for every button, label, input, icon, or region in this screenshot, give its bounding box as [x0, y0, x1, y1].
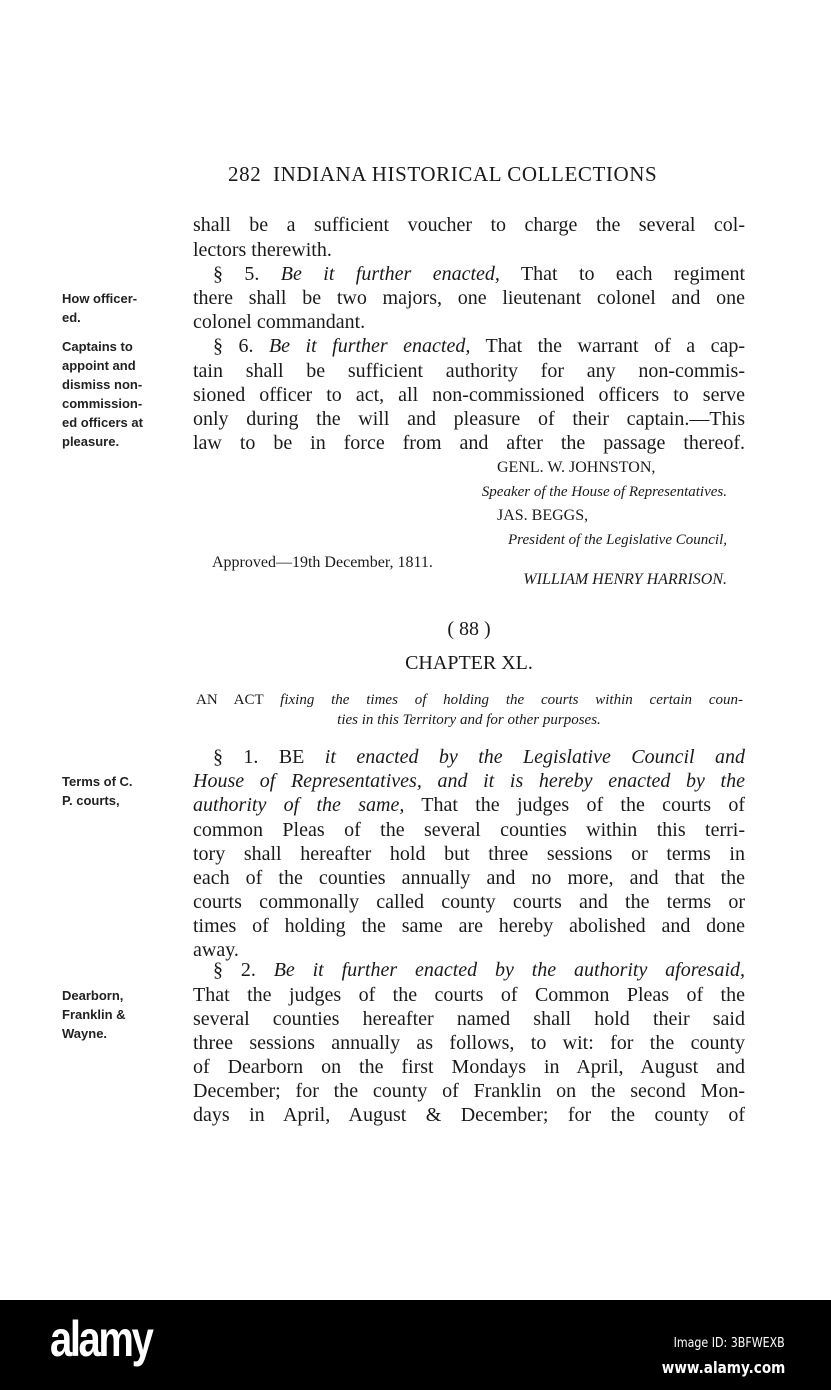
- text-line: [193, 1055, 745, 1079]
- margin-note-line: How officer-: [62, 291, 138, 306]
- text-segment: December; for the county of Franklin on the second Mon-: [193, 1080, 745, 1102]
- margin-note: [62, 986, 126, 1043]
- text-line: [193, 528, 727, 552]
- text-line: [193, 238, 745, 262]
- text-line: [193, 866, 745, 890]
- text-line: [193, 286, 745, 310]
- text-line: [193, 383, 745, 407]
- text-segment: lectors therewith.: [193, 239, 332, 261]
- text-line: [193, 480, 727, 504]
- text-line: [193, 818, 745, 842]
- italic-text: Be it further enacted,: [268, 335, 471, 357]
- margin-note-line: Terms of C.: [62, 774, 133, 789]
- text-segment: tory shall hereafter hold but three sessions or terms in: [193, 843, 745, 865]
- text-segment: times of holding the same are hereby abolished and done: [193, 915, 745, 937]
- text-line: [497, 456, 737, 480]
- text-segment: of Dearborn on the first Mondays in April, August and: [193, 1056, 745, 1078]
- italic-text: WILLIAM HENRY HARRISON.: [523, 571, 727, 588]
- italic-text: fixing the times of holding the courts within certain coun-: [280, 692, 743, 708]
- italic-text: authority of the same,: [193, 794, 405, 816]
- watermark-bar: [0, 1300, 831, 1390]
- alamy-logo: alamy: [50, 1311, 152, 1367]
- text-segment: GENL. W. JOHNSTON,: [497, 459, 656, 476]
- text-line: [193, 1031, 745, 1055]
- text-line: [193, 1103, 745, 1127]
- text-segment: § 6.: [213, 335, 269, 357]
- text-segment: § 1. BE: [213, 746, 325, 768]
- text-line: [193, 310, 745, 334]
- italic-text: Be it further enacted by the authority aforesaid,: [273, 959, 745, 981]
- text-line: [193, 769, 745, 793]
- margin-note-line: Captains to: [62, 339, 133, 354]
- margin-note-line: commission-: [62, 396, 143, 411]
- text-segment: JAS. BEGGS,: [497, 507, 589, 524]
- margin-note-line: Wayne.: [62, 1026, 108, 1041]
- text-segment: AN ACT: [196, 692, 281, 708]
- text-segment: § 5.: [213, 263, 281, 285]
- text-line: [193, 359, 745, 383]
- text-segment: common Pleas of the several counties within this terri-: [193, 819, 745, 841]
- text-line: [193, 651, 745, 675]
- text-line: [193, 958, 745, 982]
- text-segment: there shall be two majors, one lieutenant colonel and one: [193, 287, 745, 309]
- text-segment: That the warrant of a cap-: [470, 335, 746, 357]
- margin-note-line: pleasure.: [62, 434, 120, 449]
- margin-note-line: P. courts,: [62, 793, 120, 808]
- text-segment: tain shall be sufficient authority for any non-commis-: [193, 360, 745, 382]
- margin-note-line: dismiss non-: [62, 377, 143, 392]
- text-segment: That to each regiment: [499, 263, 746, 285]
- text-segment: colonel commandant.: [193, 311, 366, 333]
- text-line: [193, 1079, 745, 1103]
- italic-text: House of Representatives, and it is hereby enacted by the: [193, 770, 745, 792]
- text-segment: days in April, August & December; for the county of: [193, 1104, 745, 1126]
- text-segment: That the judges of the courts of Common Pleas of the: [193, 984, 745, 1006]
- margin-note-line: Franklin &: [62, 1007, 126, 1022]
- text-segment: each of the counties annually and no more, and that the: [193, 867, 745, 889]
- text-line: [193, 983, 745, 1007]
- margin-note: [62, 289, 137, 327]
- text-segment: ( 88 ): [447, 618, 491, 640]
- text-line: [193, 708, 745, 732]
- text-line: [193, 842, 745, 866]
- text-line: [193, 745, 745, 769]
- text-line: [193, 334, 745, 358]
- text-segment: three sessions annually as follows, to wit: for the county: [193, 1032, 745, 1054]
- text-line: [193, 568, 727, 592]
- margin-note-line: appoint and: [62, 358, 136, 373]
- site-url: www.alamy.com: [661, 1358, 785, 1377]
- margin-note: [62, 772, 133, 810]
- text-line: [193, 407, 745, 431]
- text-line: [193, 793, 745, 817]
- text-segment: only during the will and pleasure of their captain.—This: [193, 408, 745, 430]
- page-number: 282: [228, 162, 262, 186]
- text-segment: Approved—19th December, 1811.: [212, 554, 433, 571]
- text-line: [193, 914, 745, 938]
- text-segment: sioned officer to act, all non-commissioned officers to serve: [193, 384, 745, 406]
- italic-text: Speaker of the House of Representatives.: [481, 484, 727, 500]
- text-line: [193, 890, 745, 914]
- text-segment: courts commonally called county courts and the terms or: [193, 891, 745, 913]
- italic-text: ties in this Territory and for other purposes.: [337, 712, 601, 728]
- text-segment: shall be a sufficient voucher to charge the several col-: [193, 214, 745, 236]
- italic-text: Be it further enacted,: [280, 263, 500, 285]
- italic-text: President of the Legislative Council,: [508, 532, 727, 548]
- margin-note: [62, 337, 143, 451]
- text-line: [193, 1007, 745, 1031]
- text-segment: away.: [193, 939, 239, 961]
- text-line: [193, 617, 745, 641]
- text-segment: law to be in force from and after the passage thereof.: [193, 432, 745, 454]
- margin-note-line: Dearborn,: [62, 988, 124, 1003]
- page-title: INDIANA HISTORICAL COLLECTIONS: [273, 162, 658, 186]
- running-header: [228, 162, 657, 187]
- text-segment: § 2.: [213, 959, 274, 981]
- italic-text: it enacted by the Legislative Council and: [324, 746, 745, 768]
- margin-note-line: ed.: [62, 310, 81, 325]
- text-segment: That the judges of the courts of: [404, 794, 745, 816]
- text-line: [193, 213, 745, 237]
- text-line: [193, 262, 745, 286]
- text-line: [193, 431, 745, 455]
- text-segment: several counties hereafter named shall hold their said: [193, 1008, 745, 1030]
- text-line: [497, 504, 737, 528]
- text-segment: CHAPTER XL.: [405, 652, 533, 674]
- margin-note-line: ed officers at: [62, 415, 143, 430]
- image-id: Image ID: 3BFWEXB: [673, 1336, 785, 1351]
